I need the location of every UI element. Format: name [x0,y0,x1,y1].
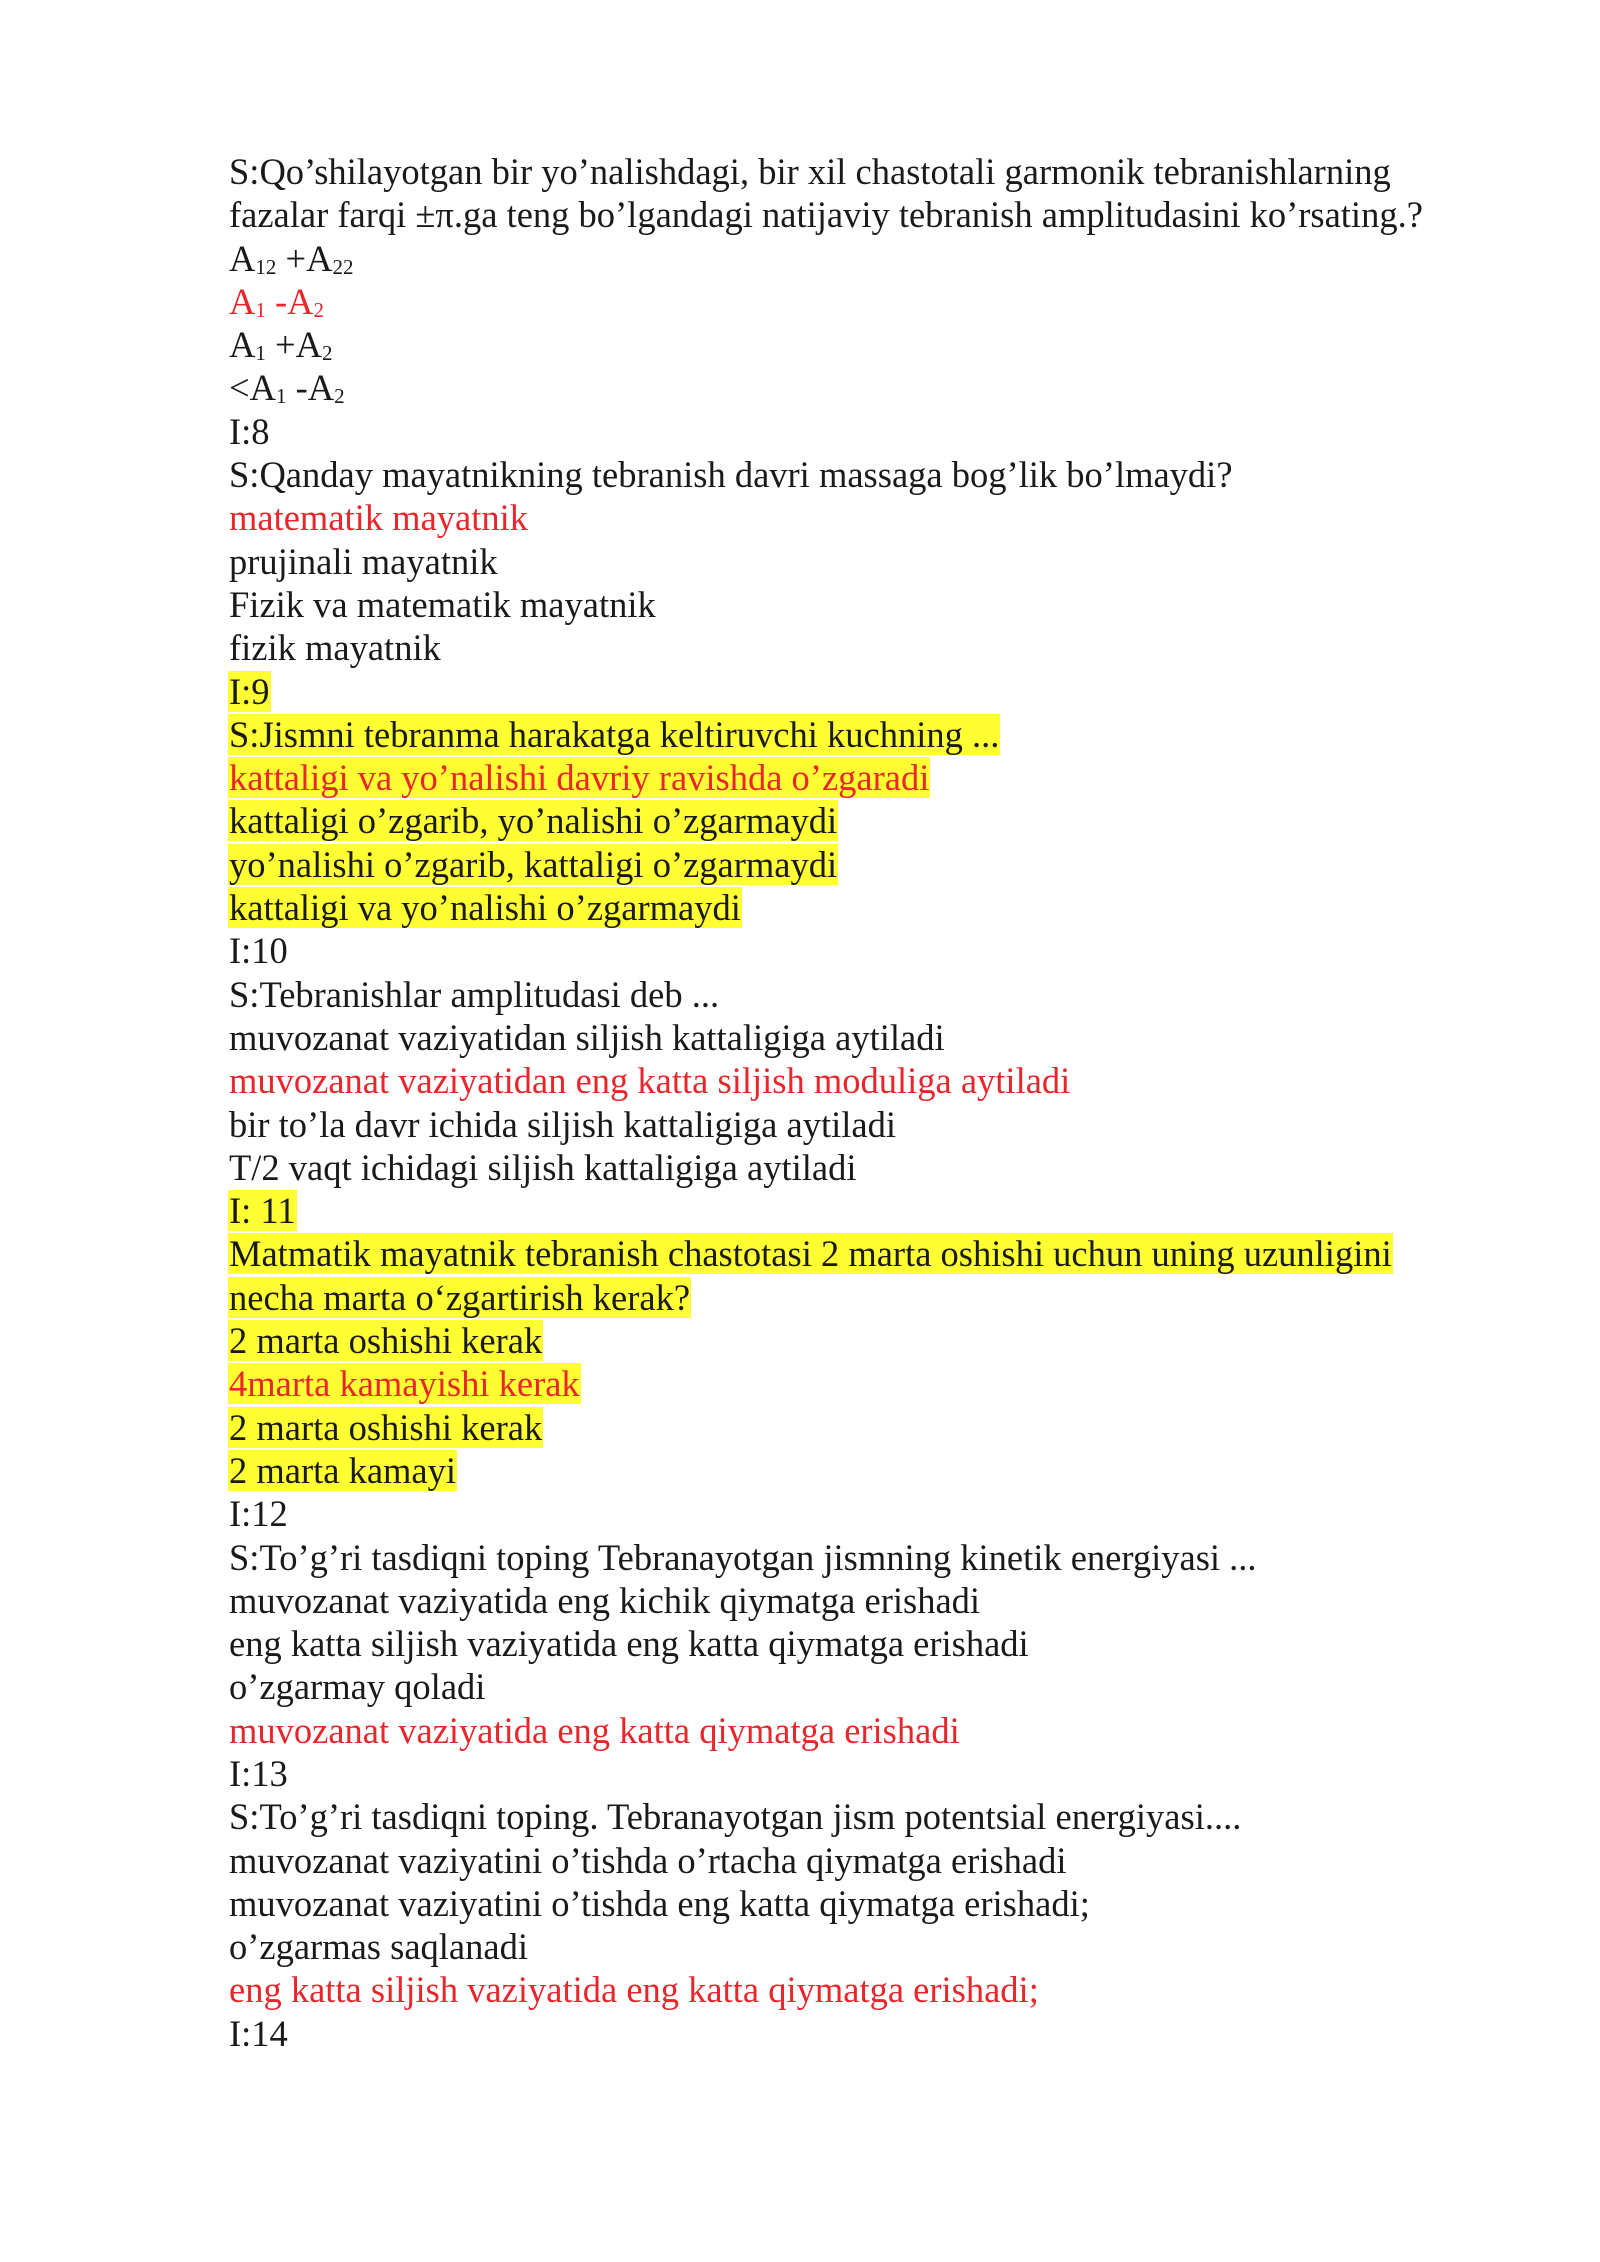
answer-option: muvozanat vaziyatini o’tishda o’rtacha qiymatga erishadi [229,1839,1067,1881]
answer-option: $<A_1$ $-A_2$ [229,367,345,409]
answer-option: fizik mayatnik [229,627,441,669]
question-text: S:Qanday mayatnikning tebranish davri massaga bog’lik bo’lmaydi? [229,454,1233,496]
correct-answer-option: 4marta kamayishi kerak [229,1363,580,1405]
correct-answer-option: muvozanat vaziyatidan eng katta siljish moduliga aytiladi [229,1060,1071,1102]
answer-option: kattaligi o’zgarib, yo’nalishi o’zgarmaydi [229,800,838,842]
question-text: S:Jismni tebranma harakatga keltiruvchi kuchning ... [229,713,1000,755]
question-text: necha marta o‘zgartirish kerak? [229,1276,691,1318]
question-id: I:10 [229,930,288,972]
correct-answer-option: $A_1$ $-A_2$ [229,280,324,322]
question-text: Matmatik mayatnik tebranish chastotasi 2 marta oshishi uchun uning uzunligini [229,1233,1392,1275]
correct-answer-option: eng katta siljish vaziyatida eng katta qiymatga erishadi; [229,1969,1039,2011]
answer-option: T/2 vaqt ichidagi siljish kattaligiga aytiladi [229,1146,857,1188]
answer-option: muvozanat vaziyatidan siljish kattaligiga aytiladi [229,1016,945,1058]
answer-option: prujinali mayatnik [229,540,498,582]
answer-option: o’zgarmay qoladi [229,1666,486,1708]
question-id: I:8 [229,410,270,452]
answer-option: yo’nalishi o’zgarib, kattaligi o’zgarmaydi [229,843,838,885]
answer-option: $A_1 +A_2$ [229,324,333,366]
answer-option: muvozanat vaziyatini o’tishda eng katta qiymatga erishadi; [229,1882,1090,1924]
correct-answer-option: kattaligi va yo’nalishi davriy ravishda o’zgaradi [229,757,930,799]
question-text: S:To’g’ri tasdiqni toping Tebranayotgan jismning kinetik energiyasi ... [229,1536,1257,1578]
question-text: S:Tebranishlar amplitudasi deb ... [229,973,720,1015]
question-id: I:12 [229,1493,288,1535]
document-page [228,150,1518,2055]
question-id: I:14 [229,2012,288,2054]
answer-option: $A_{12} +A_{22}$ [229,237,354,279]
answer-option: 2 marta oshishi kerak [229,1406,543,1448]
answer-option: 2 marta kamayi [229,1449,457,1491]
question-text: fazalar farqi ±π.ga teng bo’lgandagi natijaviy tebranish amplitudasini ko’rsating.? [229,194,1423,236]
question-id: I:9 [229,670,270,712]
answer-option: kattaligi va yo’nalishi o’zgarmaydi [229,887,741,929]
question-text: S:Qo’shilayotgan bir yo’nalishdagi, bir xil chastotali garmonik tebranishlarning [229,151,1391,192]
answer-option: Fizik va matematik mayatnik [229,583,656,625]
answer-option: eng katta siljish vaziyatida eng katta qiymatga erishadi [229,1623,1029,1665]
correct-answer-option: matematik mayatnik [229,497,529,539]
question-id: I:13 [229,1752,288,1794]
answer-option: o’zgarmas saqlanadi [229,1926,528,1968]
answer-option: muvozanat vaziyatida eng kichik qiymatga erishadi [229,1579,981,1621]
answer-option: bir to’la davr ichida siljish kattaligiga aytiladi [229,1103,896,1145]
question-text: S:To’g’ri tasdiqni toping. Tebranayotgan jism potentsial energiyasi.... [229,1796,1242,1838]
correct-answer-option: muvozanat vaziyatida eng katta qiymatga erishadi [229,1709,960,1751]
question-id: I: 11 [229,1190,296,1232]
answer-option: 2 marta oshishi kerak [229,1320,543,1362]
